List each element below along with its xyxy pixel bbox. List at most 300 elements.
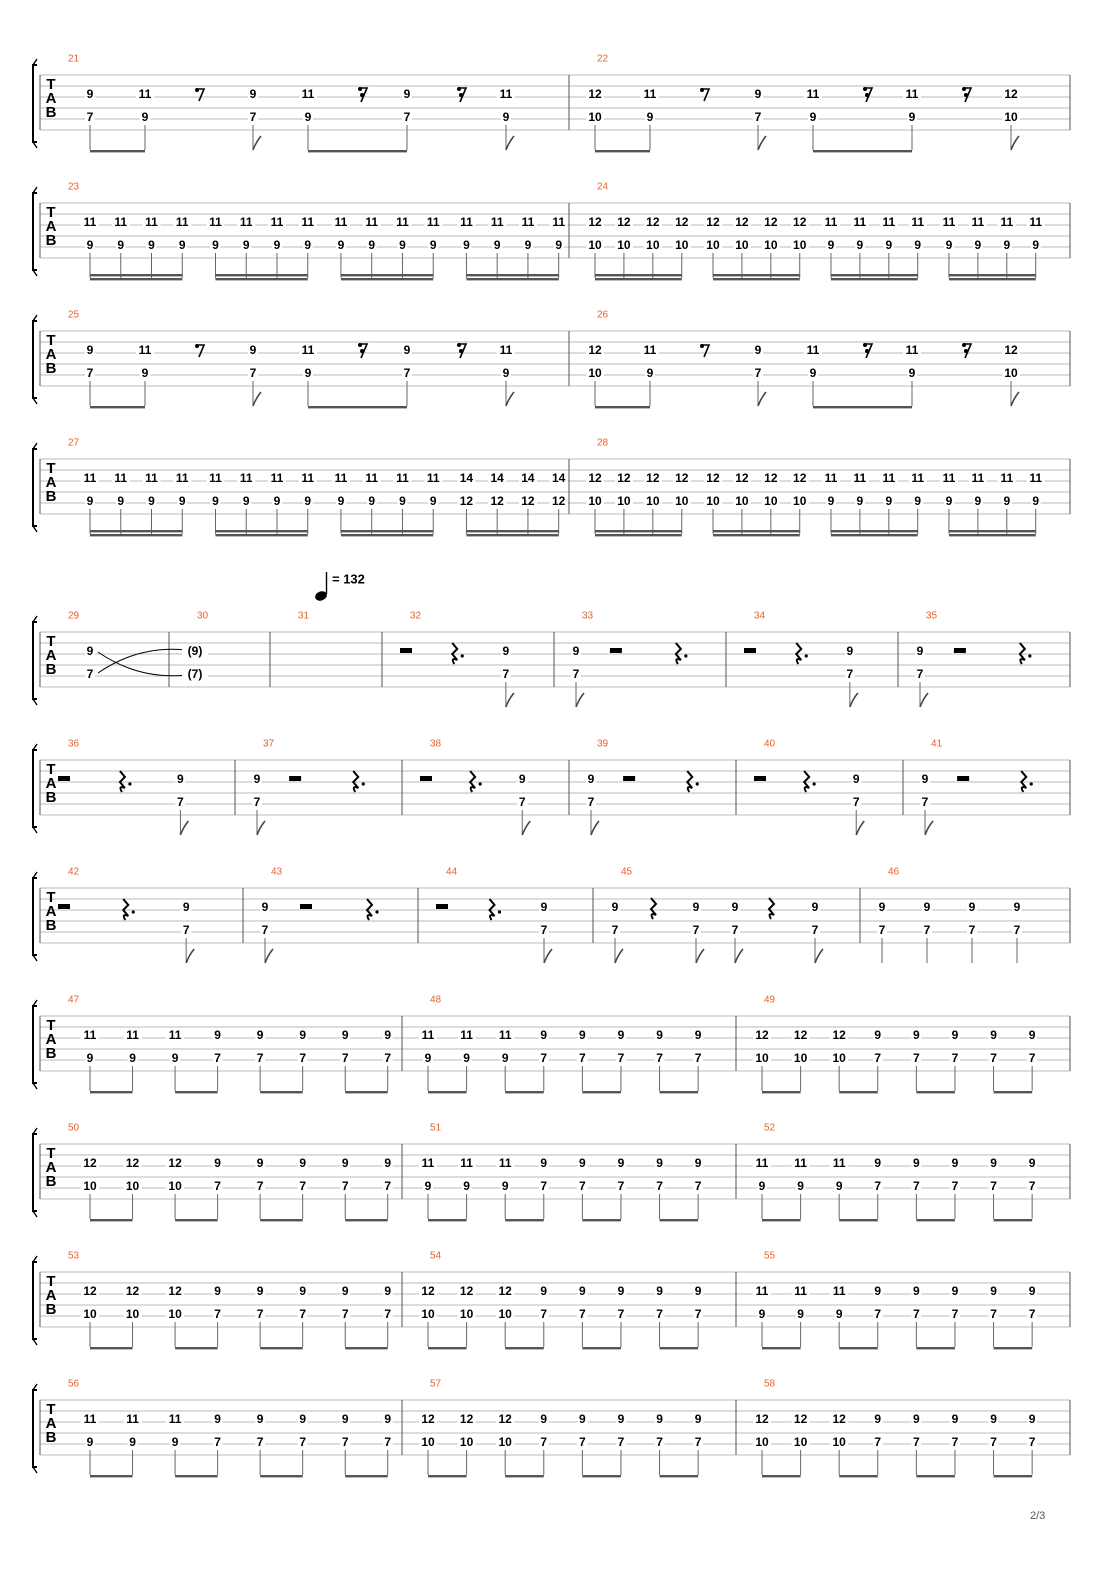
eighth-flag [576, 693, 584, 707]
fret-number: 7 [540, 1179, 548, 1194]
tab-clef-letter: T [46, 75, 56, 93]
beam [713, 274, 800, 276]
fret-number: 9 [835, 1307, 843, 1322]
fret-number: 11 [175, 215, 189, 230]
fret-number: 7 [656, 1051, 663, 1066]
rest-dot [479, 782, 482, 785]
tab-clef-letter: B [45, 1044, 57, 1062]
fret-number: 9 [646, 110, 654, 125]
fret-number: 7 [923, 923, 931, 938]
fret-number: 11 [365, 215, 379, 230]
fret-number: 10 [764, 494, 778, 509]
fret-number: 11 [301, 343, 315, 358]
fret-number: 9 [399, 494, 406, 509]
beam [428, 1347, 467, 1349]
fret-number: 9 [579, 1028, 586, 1043]
tab-clef-letter: T [46, 331, 56, 349]
fret-number: 10 [755, 1435, 769, 1450]
fret-number: 11 [942, 215, 956, 230]
fret-number: 11 [490, 215, 504, 230]
fret-number: 7 [299, 1051, 307, 1066]
fret-number: 11 [521, 215, 535, 230]
fret-number: 9 [908, 366, 916, 381]
fret-number: 7 [1028, 1435, 1036, 1450]
fret-number: 12 [735, 471, 749, 486]
beam [582, 1091, 621, 1093]
measure-number: 49 [764, 994, 776, 1006]
fret-number: 7 [617, 1051, 625, 1066]
beam [916, 1475, 955, 1477]
tab-clef-letter: B [45, 660, 57, 678]
rest-dot [1028, 654, 1031, 657]
fret-number: 9 [1003, 238, 1011, 253]
fret-number: 9 [1003, 494, 1011, 509]
beam [713, 534, 800, 536]
fret-number: 9 [299, 1284, 307, 1299]
fret-number: 11 [426, 215, 440, 230]
beam [466, 278, 558, 280]
fret-number: 9 [341, 1412, 349, 1427]
tempo-text: = 132 [332, 571, 365, 587]
beam [428, 1091, 467, 1093]
measure-number: 53 [68, 1250, 80, 1262]
fret-number: 11 [138, 87, 152, 102]
measure-number: 54 [430, 1250, 442, 1262]
measure-number: 21 [68, 53, 80, 65]
fret-number: 9 [908, 110, 916, 125]
eighth-flag [735, 949, 743, 963]
fret-number: 11 [1000, 471, 1014, 486]
beam [466, 530, 558, 532]
fret-number: 9 [990, 1156, 997, 1171]
beam [949, 530, 1036, 532]
fret-number: 10 [832, 1435, 846, 1450]
fret-number: 11 [971, 471, 985, 486]
fret-number: 9 [809, 366, 817, 381]
beam [260, 1091, 303, 1093]
half-rest [954, 648, 966, 653]
fret-number: 7 [341, 1435, 349, 1450]
tab-system [33, 1256, 1070, 1345]
fret-number: 7 [968, 923, 976, 938]
eighth-flag [265, 949, 273, 963]
fret-number: 11 [552, 215, 566, 230]
fret-number: 11 [824, 471, 838, 486]
fret-number: 11 [270, 215, 284, 230]
half-rest [623, 776, 635, 781]
eighth-flag [920, 693, 928, 707]
fret-number: 9 [885, 494, 893, 509]
fret-number: 11 [83, 1028, 97, 1043]
fret-number: 12 [617, 471, 631, 486]
measure-number: 42 [68, 866, 80, 878]
beam [345, 1475, 388, 1477]
beam [595, 534, 682, 536]
fret-number: 11 [832, 1284, 846, 1299]
fret-number: 12 [459, 494, 474, 509]
beam [660, 1219, 699, 1221]
fret-number: 9 [579, 1156, 586, 1171]
fret-number: 9 [540, 1028, 548, 1043]
fret-number: 11 [942, 471, 956, 486]
fret-number: 12 [793, 471, 807, 486]
tab-system [33, 59, 1070, 148]
beam [813, 150, 912, 152]
fret-number: 9 [874, 1284, 882, 1299]
eighth-flag [522, 821, 530, 835]
beam [90, 1475, 133, 1477]
fret-number: 10 [832, 1051, 846, 1066]
fret-number: 9 [1032, 494, 1040, 509]
fret-number: 11 [239, 471, 253, 486]
measure-number: 39 [597, 738, 609, 750]
rest-dot [865, 349, 869, 353]
fret-number: 9 [914, 494, 922, 509]
fret-number: 10 [1004, 366, 1018, 381]
beam [215, 274, 307, 276]
fret-number: 7 [214, 1435, 221, 1450]
beam [505, 1219, 544, 1221]
fret-number: 9 [501, 1179, 509, 1194]
fret-number: 9 [341, 1284, 349, 1299]
beam [341, 278, 433, 280]
fret-number: 9 [304, 238, 312, 253]
rest-dot [195, 344, 199, 348]
fret-number: 10 [617, 238, 631, 253]
measure-number: 57 [430, 1378, 442, 1390]
fret-number: 11 [460, 215, 473, 230]
measure-number: 29 [68, 610, 80, 622]
fret-number: 9 [524, 238, 532, 253]
fret-number: 9 [846, 644, 854, 659]
fret-number: 9 [429, 494, 437, 509]
measure-number: 55 [764, 1250, 776, 1262]
fret-number: 12 [764, 471, 778, 486]
fret-number: 7 [256, 1051, 264, 1066]
fret-number: 9 [463, 1051, 470, 1066]
measure-number: 46 [888, 866, 900, 878]
beam [260, 1347, 303, 1349]
beam [916, 1219, 955, 1221]
fret-number: 11 [396, 215, 409, 230]
fret-number: 9 [874, 1028, 882, 1043]
fret-number: 11 [643, 87, 657, 102]
fret-number: 7 [299, 1435, 307, 1450]
fret-number: 7 [1028, 1307, 1036, 1322]
fret-number: 9 [656, 1284, 663, 1299]
fret-number: 11 [126, 1028, 139, 1043]
tab-clef-letter: B [45, 359, 57, 377]
eighth-flag [1011, 136, 1019, 150]
system-bracket [33, 878, 37, 955]
fret-number: 11 [421, 1156, 435, 1171]
fret-number: 11 [794, 1284, 807, 1299]
beam [595, 150, 650, 152]
measure-number: 40 [764, 738, 776, 750]
beam [916, 1091, 955, 1093]
tab-system [33, 744, 1070, 833]
rest-dot [700, 344, 704, 348]
beam [341, 274, 433, 276]
rest-dot [457, 343, 461, 347]
fret-number: 7 [384, 1179, 392, 1194]
half-rest [754, 776, 766, 781]
rest-dot [358, 343, 362, 347]
measure-number: 56 [68, 1378, 80, 1390]
fret-number: 11 [755, 1284, 769, 1299]
fret-number: 7 [951, 1051, 959, 1066]
measure-number: 52 [764, 1122, 776, 1134]
beam [345, 1347, 388, 1349]
fret-number: 10 [675, 494, 689, 509]
beam [260, 1475, 303, 1477]
fret-number: 7 [403, 366, 411, 381]
fret-number: 7 [1028, 1051, 1036, 1066]
rest-dot [696, 782, 699, 785]
beam [90, 1347, 133, 1349]
quarter-rest [769, 898, 774, 919]
fret-number: 7 [261, 923, 269, 938]
fret-number: 12 [125, 1156, 140, 1171]
fret-number: 9 [754, 87, 762, 102]
fret-number: 11 [971, 215, 985, 230]
fret-number: 9 [148, 238, 155, 253]
fret-number: 9 [86, 1435, 94, 1450]
eighth-flag [253, 136, 261, 150]
fret-number: 12 [552, 494, 566, 509]
rest-dot [813, 782, 816, 785]
fret-number: 9 [86, 494, 94, 509]
fret-number: 7 [540, 1051, 548, 1066]
fret-number: 9 [968, 900, 976, 915]
beam [582, 1347, 621, 1349]
beam [90, 1219, 133, 1221]
measure-number: 32 [410, 610, 422, 622]
fret-number: 9 [885, 238, 893, 253]
fret-number: 11 [168, 1028, 182, 1043]
fret-number: 7 [874, 1435, 882, 1450]
fret-number: 9 [261, 900, 269, 915]
fret-number: 9 [117, 494, 125, 509]
fret-number: 9 [171, 1435, 179, 1450]
beam [90, 150, 145, 152]
fret-number: 10 [646, 494, 660, 509]
fret-number: 7 [214, 1307, 221, 1322]
half-rest [957, 776, 969, 781]
fret-number: 9 [171, 1051, 179, 1066]
rest-dot [459, 93, 463, 97]
measure-number: 34 [754, 610, 766, 622]
fret-number: 9 [368, 494, 376, 509]
fret-number: 7 [214, 1051, 221, 1066]
fret-number: 11 [83, 215, 97, 230]
fret-number: 9 [555, 238, 563, 253]
fret-number: 9 [304, 110, 312, 125]
fret-number: 11 [882, 215, 896, 230]
beam [595, 406, 650, 408]
beam [994, 1475, 1033, 1477]
fret-number: 9 [856, 238, 864, 253]
fret-number: 11 [853, 215, 867, 230]
fret-number: 9 [951, 1412, 959, 1427]
rest-dot [863, 343, 867, 347]
fret-number: 11 [832, 1156, 846, 1171]
fret-number: 9 [1032, 238, 1040, 253]
tab-clef-letter: B [45, 1300, 57, 1318]
fret-number: 7 [846, 667, 854, 682]
beam [994, 1091, 1033, 1093]
tie-curve [98, 649, 187, 673]
fret-number: 9 [646, 366, 654, 381]
fret-number: 12 [459, 1284, 474, 1299]
beam [341, 530, 433, 532]
beam [813, 406, 912, 408]
fret-number: 7 [540, 1307, 548, 1322]
fret-number: 9 [502, 366, 510, 381]
beam [595, 278, 682, 280]
fret-number: 9 [913, 1028, 920, 1043]
fret-number: 12 [646, 471, 660, 486]
fret-number: 9 [299, 1156, 307, 1171]
eighth-flag [615, 949, 623, 963]
measure-number: 50 [68, 1122, 80, 1134]
beam [308, 406, 407, 408]
rest-dot [457, 87, 461, 91]
fret-number: 9 [256, 1156, 264, 1171]
tempo-marking [314, 572, 328, 602]
tab-system [33, 872, 1070, 961]
beam [582, 1475, 621, 1477]
fret-number: 11 [168, 1412, 182, 1427]
beam [831, 534, 918, 536]
fret-number: 12 [1004, 87, 1018, 102]
measure-number: 33 [582, 610, 594, 622]
tab-clef-letter: B [45, 788, 57, 806]
fret-number: 11 [460, 1156, 473, 1171]
fret-number: 7 [256, 1307, 264, 1322]
tab-clef-letter: A [45, 217, 57, 235]
fret-number: 9 [502, 644, 510, 659]
fret-number: 10 [735, 238, 749, 253]
fret-number: 9 [617, 1412, 625, 1427]
beam [260, 1219, 303, 1221]
half-rest [420, 776, 432, 781]
fret-number: 9 [214, 1156, 221, 1171]
rest-dot [132, 910, 135, 913]
fret-number: 11 [911, 471, 925, 486]
fret-number: 7 [694, 1307, 702, 1322]
fret-number: 7 [518, 795, 526, 810]
fret-number: 7 [617, 1307, 625, 1322]
fret-number: 9 [429, 238, 437, 253]
fret-number: 9 [212, 238, 219, 253]
fret-number: 12 [706, 471, 720, 486]
fret-number: 7 [921, 795, 929, 810]
fret-number: 11 [396, 471, 409, 486]
eighth-flag [696, 949, 704, 963]
fret-number: 10 [168, 1179, 182, 1194]
fret-number: 7 [256, 1179, 264, 1194]
fret-number: 7 [878, 923, 886, 938]
tab-clef-letter: B [45, 1172, 57, 1190]
fret-number: 9 [990, 1028, 997, 1043]
fret-number: 7 [86, 366, 94, 381]
fret-number: 12 [793, 1412, 808, 1427]
fret-number: 9 [731, 900, 739, 915]
rest-dot [865, 93, 869, 97]
measure-number: 23 [68, 181, 80, 193]
measure-number: 26 [597, 309, 609, 321]
fret-number: 7 [852, 795, 860, 810]
fret-number: 9 [384, 1028, 392, 1043]
system-bracket [33, 1134, 37, 1211]
fret-number: 10 [421, 1435, 435, 1450]
fret-number: 9 [540, 1156, 548, 1171]
fret-number: 10 [588, 238, 602, 253]
tab-system [33, 1384, 1070, 1473]
rest-dot [1030, 782, 1033, 785]
tab-clef-letter: A [45, 774, 57, 792]
rest-dot [684, 654, 687, 657]
fret-number: 10 [646, 238, 660, 253]
fret-number: 12 [755, 1028, 769, 1043]
fret-number: 9 [273, 238, 281, 253]
fret-number: 9 [797, 1307, 804, 1322]
beam [215, 278, 307, 280]
fret-number: 10 [793, 1435, 808, 1450]
fret-number: 10 [735, 494, 749, 509]
measure-number: 41 [931, 738, 943, 750]
tab-clef-letter: A [45, 902, 57, 920]
beam [428, 1475, 467, 1477]
beam [949, 278, 1036, 280]
half-rest [610, 648, 622, 653]
fret-number: 11 [853, 471, 867, 486]
rest-dot [805, 654, 808, 657]
fret-number: 9 [572, 644, 580, 659]
fret-number: 9 [178, 494, 186, 509]
fret-number: 9 [874, 1156, 882, 1171]
fret-number: 11 [882, 471, 896, 486]
fret-number: 10 [125, 1307, 140, 1322]
fret-number: 9 [86, 1051, 94, 1066]
fret-number: 11 [138, 343, 152, 358]
rest-dot [863, 87, 867, 91]
beam [345, 1219, 388, 1221]
fret-number: 12 [675, 215, 689, 230]
fret-number: 7 [990, 1307, 997, 1322]
rest-dot [461, 654, 464, 657]
measure-number: 47 [68, 994, 80, 1006]
beam [595, 274, 682, 276]
fret-number: 9 [974, 238, 982, 253]
fret-number: 9 [835, 1179, 843, 1194]
fret-number: 7 [811, 923, 819, 938]
tab-clef-letter: T [46, 1272, 56, 1290]
fret-number: 9 [141, 110, 149, 125]
measure-number: 38 [430, 738, 442, 750]
fret-number: 7 [502, 667, 510, 682]
fret-number: 12 [755, 1412, 769, 1427]
fret-number: 7 [299, 1179, 307, 1194]
fret-number: 9 [827, 494, 835, 509]
fret-number: 10 [755, 1051, 769, 1066]
measure-number: 48 [430, 994, 442, 1006]
fret-number: 12 [588, 471, 602, 486]
fret-number: 7 [694, 1435, 702, 1450]
fret-number: 7 [579, 1435, 586, 1450]
fret-number: 9 [463, 238, 470, 253]
